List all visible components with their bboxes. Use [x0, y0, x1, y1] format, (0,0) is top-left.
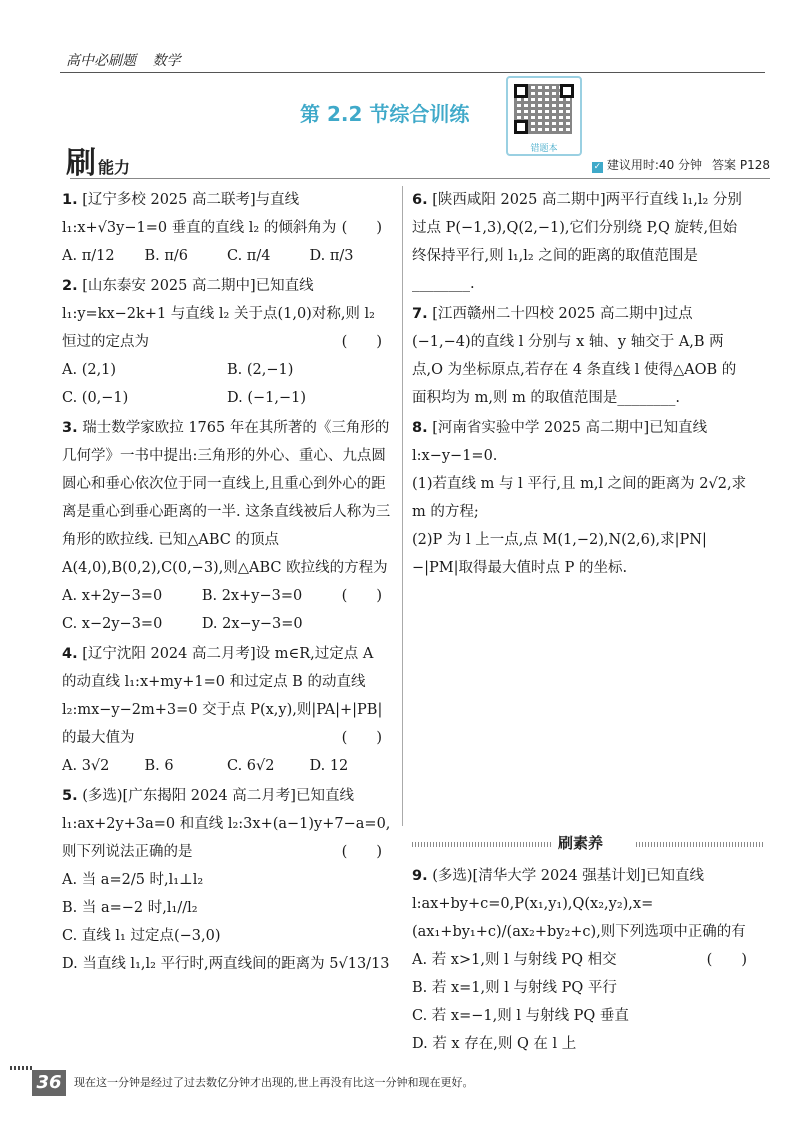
answer-parens: ( )	[706, 952, 747, 968]
brand-divider	[70, 178, 770, 179]
option-a: A. 若 x>1,则 l 与射线 PQ 相交	[412, 952, 617, 968]
question-number: 7.	[412, 306, 428, 322]
option-d: D. 当直线 l₁,l₂ 平行时,两直线间的距离为 5√13/13	[62, 956, 390, 972]
question-1	[62, 186, 392, 270]
question-8	[412, 414, 747, 582]
options	[62, 752, 392, 780]
answer-parens: ( )	[341, 334, 382, 350]
suyang-label: 刷素养	[552, 832, 609, 853]
option-c: C. (0,−1)	[62, 390, 129, 406]
option-a: A. x+2y−3=0	[62, 588, 163, 604]
question-2	[62, 272, 392, 412]
question-8-part-2: (2)P 为 l 上一点,点 M(1,−2),N(2,6),求|PN|−|PM|取得最大值时点 P 的坐标.	[412, 532, 707, 576]
option-b: B. π/6	[144, 248, 189, 264]
question-5	[62, 782, 392, 978]
answer-ref: 答案 P128	[712, 158, 770, 172]
option-c: C. 若 x=−1,则 l 与射线 PQ 垂直	[412, 1008, 629, 1024]
option-d: D. (−1,−1)	[227, 390, 306, 406]
question-text: [辽宁多校 2025 高二联考]与直线 l₁:x+√3y−1=0 垂直的直线 l₂ 的倾斜角为	[62, 192, 337, 236]
option-b: B. 6	[144, 758, 174, 774]
qr-finder-icon	[514, 84, 528, 98]
section-title: 第 2.2 节综合训练	[300, 102, 470, 126]
brand-big: 刷	[66, 146, 96, 181]
question-text: [江西赣州二十四校 2025 高二期中]过点(−1,−4)的直线 l 分别与 x 轴、y 轴交于 A,B 两点,O 为坐标原点,若存在 4 条直线 l 使得△AOB 的面积均为 m,则 m 的取值范围是________.	[412, 306, 737, 406]
question-3	[62, 414, 392, 638]
band-stripe	[412, 842, 552, 847]
option-b: B. 若 x=1,则 l 与射线 PQ 平行	[412, 980, 617, 996]
option-a: A. π/12	[62, 248, 115, 264]
question-number: 5.	[62, 788, 78, 804]
question-7	[412, 300, 747, 412]
band-stripe	[636, 842, 764, 847]
option-c: C. x−2y−3=0	[62, 616, 163, 632]
option-a: A. 3√2	[62, 758, 110, 774]
question-4	[62, 640, 392, 780]
question-number: 3.	[62, 420, 78, 436]
answer-parens: ( )	[341, 588, 382, 604]
meta-info	[592, 156, 770, 173]
footer-quote: 现在这一分钟是经过了过去数亿分钟才出现的,世上再没有比这一分钟和现在更好。	[74, 1076, 474, 1089]
answer-parens: ( )	[341, 844, 382, 860]
question-number: 2.	[62, 278, 78, 294]
option-c: C. 6√2	[227, 758, 275, 774]
qr-caption: 错题本	[530, 144, 558, 154]
options	[62, 356, 392, 412]
book-title: 高中必刷题	[66, 53, 136, 69]
option-d: D. π/3	[309, 248, 354, 264]
option-b: B. (2,−1)	[227, 362, 294, 378]
question-text: [辽宁沈阳 2024 高二月考]设 m∈R,过定点 A 的动直线 l₁:x+my+1=0 和过定点 B 的动直线 l₂:mx−y−2m+3=0 交于点 P(x,y),则|PA|+|PB|的最大值为	[62, 646, 383, 746]
question-number: 9.	[412, 868, 428, 884]
question-6	[412, 186, 747, 298]
running-header	[66, 50, 180, 70]
option-d: D. 2x−y−3=0	[201, 616, 303, 632]
options	[62, 866, 392, 978]
question-text: [陕西咸阳 2025 高二期中]两平行直线 l₁,l₂ 分别过点 P(−1,3),Q(2,−1),它们分别绕 P,Q 旋转,但始终保持平行,则 l₁,l₂ 之间的距离的取值范围是________.	[412, 192, 742, 292]
qr-code	[506, 76, 582, 156]
question-text: (多选)[广东揭阳 2024 高二月考]已知直线 l₁:ax+2y+3a=0 和直线 l₂:3x+(a−1)y+7−a=0,则下列说法正确的是	[62, 788, 391, 860]
right-column	[412, 186, 747, 584]
page-number: 36	[32, 1070, 66, 1096]
suggested-time: 建议用时:40 分钟	[606, 158, 703, 172]
column-divider	[402, 186, 403, 826]
question-number: 6.	[412, 192, 428, 208]
left-column	[62, 186, 392, 980]
option-a: A. (2,1)	[62, 362, 117, 378]
header-divider	[60, 72, 765, 73]
answer-parens: ( )	[341, 220, 382, 236]
subject-label: 数学	[152, 53, 181, 69]
qr-finder-icon	[560, 84, 574, 98]
option-c: C. 直线 l₁ 过定点(−3,0)	[62, 928, 221, 944]
question-number: 1.	[62, 192, 78, 208]
brand-label	[66, 138, 130, 182]
answer-parens: ( )	[341, 730, 382, 746]
question-number: 8.	[412, 420, 428, 436]
question-text: [河南省实验中学 2025 高二期中]已知直线 l:x−y−1=0.	[412, 420, 708, 464]
question-number: 4.	[62, 646, 78, 662]
qr-finder-icon	[514, 120, 528, 134]
option-a: A. 当 a=2/5 时,l₁⊥l₂	[62, 872, 204, 888]
option-b: B. 当 a=−2 时,l₁//l₂	[62, 900, 198, 916]
suyang-band	[412, 834, 764, 854]
brand-small: 能力	[98, 158, 131, 177]
options	[62, 582, 342, 638]
question-text: 瑞士数学家欧拉 1765 年在其所著的《三角形的几何学》一书中提出:三角形的外心、重心、九点圆圆心和垂心依次位于同一直线上,且重心到外心的距离是重心到垂心距离的一半. 这条直线被后人称为三角形的欧拉线. 已知△ABC 的顶点 A(4,0),B(0,2),C(0,−3),则△ABC 欧拉线的方程为	[62, 420, 391, 576]
option-b: B. 2x+y−3=0	[201, 588, 303, 604]
footer-dots	[10, 1066, 32, 1070]
option-d: D. 若 x 存在,则 Q 在 l 上	[412, 1036, 577, 1052]
question-text: (多选)[清华大学 2024 强基计划]已知直线 l:ax+by+c=0,P(x₁,y₁),Q(x₂,y₂),x=(ax₁+by₁+c)/(ax₂+by₂+c),则下列选项中正确的有	[412, 868, 746, 940]
question-text: [山东泰安 2025 高二期中]已知直线 l₁:y=kx−2k+1 与直线 l₂ 关于点(1,0)对称,则 l₂ 恒过的定点为	[62, 278, 375, 350]
question-8-part-1: (1)若直线 m 与 l 平行,且 m,l 之间的距离为 2√2,求 m 的方程;	[412, 476, 747, 520]
check-icon: ✓	[593, 162, 602, 172]
option-c: C. π/4	[227, 248, 271, 264]
question-9	[412, 862, 757, 1058]
options	[62, 242, 392, 270]
option-d: D. 12	[309, 758, 349, 774]
